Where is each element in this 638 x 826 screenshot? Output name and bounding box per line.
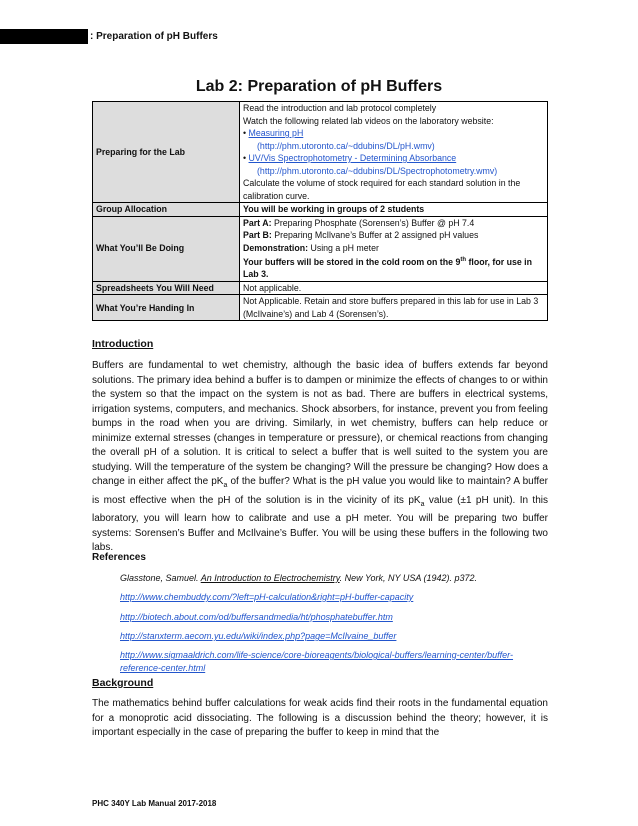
- video2-url[interactable]: (http://phm.utoronto.ca/~ddubins/DL/Spectrophotometry.wmv): [257, 165, 498, 176]
- reference-5-link[interactable]: http://www.sigmaaldrich.com/life-science/core-bioreagents/biological-buffers/learning-center/buffer-reference-center.html: [120, 650, 514, 673]
- video1-link[interactable]: Measuring pH: [248, 128, 304, 138]
- part-a: Part A: Preparing Phosphate (Sorensen’s) Buffer @ pH 7.4: [243, 217, 475, 228]
- video2-link[interactable]: UV/Vis Spectrophotometry - Determining Absorbance: [248, 153, 457, 163]
- video1-item: • Measuring pH: [243, 128, 304, 138]
- intro-heading: Introduction: [92, 338, 154, 350]
- doing-value: [240, 216, 548, 281]
- sheets-value: Not applicable.: [240, 281, 548, 295]
- intro-paragraph: Buffers are fundamental to wet chemistry, although the basic idea of buffers extends far beyond solutions. The primary idea behind a buffer is to dampen or minimize the effects of changes to or within the system so that the impact on the system is not as bad. There are buffers in electrical systems, irrigation systems, computers, and mechanics. Shock absorbers, for instance, prevent you from feeling bumps in the road when you are driving. Similarly, in wet chemistry, buffers can help reduce or minimize external stresses (changes in temperature or pressure), or chemical reactions from changing the overall pH of a solution. It is critical to select a buffer that is well suited to the system you are studying. Will the temperature of the system be changing? Will the pressure be changing? How does a change in either affect the $pK_a$ of the buffer? What is the pH value you would like to maintain? A buffer is most effective when the pH of the solution is in the vicinity of its $pK_a$ value (±1 pH unit). In this laboratory, you will learn how to calibrate and use a pH meter. You will be preparing two buffer systems: Sorensen’s Buffer and McIlvaine’s Buffer. You will be using these buffers in the following two labs.: [92, 360, 548, 553]
- storage-note: Your buffers will be stored in the cold room on the 9th floor, for use in Lab 3.: [243, 256, 532, 280]
- reference-3-link[interactable]: http://biotech.about.com/od/buffersandmedia/ht/phosphatebuffer.htm: [120, 612, 393, 622]
- page-title: Lab 2: Preparation of pH Buffers: [195, 78, 443, 95]
- prep-line1: Read the introduction and lab protocol completely: [243, 103, 437, 113]
- reference-2-link[interactable]: http://www.chembuddy.com/?left=pH-calculation&right=pH-buffer-capacity: [120, 592, 414, 602]
- prep-value: [240, 102, 548, 203]
- redacted-block: [0, 29, 88, 44]
- reference-1: Glasstone, Samuel. An Introduction to Electrochemistry. New York, NY USA (1942). p372.: [120, 573, 478, 583]
- background-paragraph: The mathematics behind buffer calculations for weak acids find their roots in the fundamental equation for a monoprotic acid dissociating. The following is a discussion behind the theory; however, it is important especially in the case of preparing the buffer to keep in mind that the: [92, 698, 548, 738]
- page-header: [0, 28, 218, 44]
- prep-label: Preparing for the Lab: [93, 102, 240, 203]
- hand-value: Not Applicable. Retain and store buffers prepared in this lab for use in Lab 3 (McIlvaine’s) and Lab 4 (Sorensen’s).: [240, 295, 548, 321]
- prep-line2: Watch the following related lab videos on the laboratory website:: [243, 115, 494, 126]
- video2-item: • UV/Vis Spectrophotometry - Determining Absorbance: [243, 153, 457, 163]
- group-value: You will be working in groups of 2 students: [240, 203, 548, 217]
- background-heading: Background: [92, 677, 154, 689]
- lab-info-table: [92, 101, 548, 321]
- header-text: : Preparation of pH Buffers: [90, 30, 218, 42]
- sheets-label: Spreadsheets You Will Need: [93, 281, 240, 295]
- part-b: Part B: Preparing McIlvane’s Buffer at 2 assigned pH values: [243, 230, 479, 240]
- demonstration: Demonstration: Using a pH meter: [243, 242, 379, 253]
- video1-url[interactable]: (http://phm.utoronto.ca/~ddubins/DL/pH.wmv): [257, 140, 435, 151]
- page-footer: PHC 340Y Lab Manual 2017-2018: [92, 799, 217, 808]
- reference-4-link[interactable]: http://stanxterm.aecom.yu.edu/wiki/index.php?page=McIlvaine_buffer: [120, 631, 397, 641]
- doing-label: What You’ll Be Doing: [93, 216, 240, 281]
- references-heading: References: [92, 552, 146, 563]
- hand-label: What You’re Handing In: [93, 295, 240, 321]
- group-label: Group Allocation: [93, 203, 240, 217]
- prep-line3: Calculate the volume of stock required for each standard solution in the calibration curve.: [243, 178, 521, 201]
